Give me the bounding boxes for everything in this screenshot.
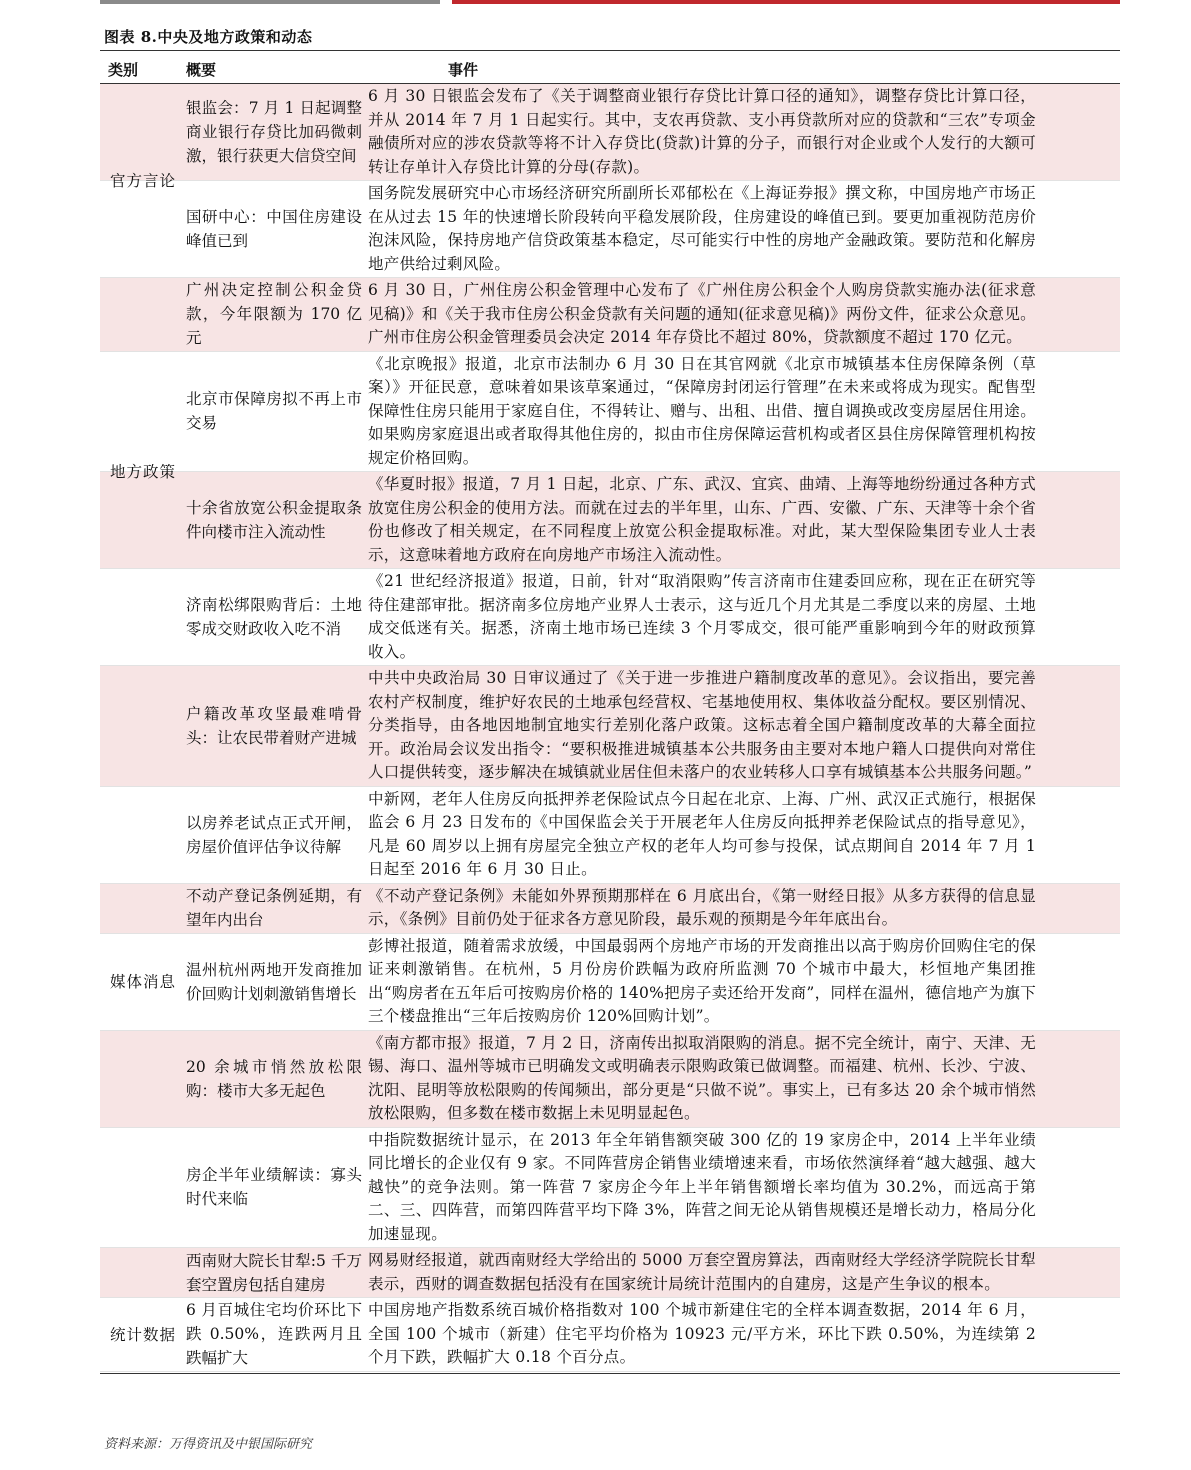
event-cell: 《华夏时报》报道，7 月 1 日起，北京、广东、武汉、宜宾、曲靖、上海等地纷纷通过各种方式放宽住房公积金的使用方法。而就在过去的半年里，山东、广西、安徽、广东、天津等十余个省份也修改了相关规定，在不同程度上放宽公积金提取标准。对此，某大型保险集团专业人士表示，这意味着地方政府在向房地产市场注入流动性。 [368, 475, 1037, 564]
summary-cell [100, 1128, 364, 1248]
event-cell: 《南方都市报》报道，7 月 2 日，济南传出拟取消限购的消息。据不完全统计，南宁、天津、无锡、海口、温州等城市已明确发文或明确表示限购政策已做调整。而福建、杭州、长沙、宁波、沈阳、昆明等放松限购的传闻频出，部分更是“只做不说”。事实上，已有多达 20 余个城市悄然放松限购，但多数在楼市数据上未见明显起色。 [368, 1033, 1037, 1122]
header-summary: 概要 [186, 61, 217, 79]
header-event: 事件 [448, 61, 479, 79]
summary-cell [100, 278, 364, 351]
summary-text: 十余省放宽公积金提取条件向楼市注入流动性 [186, 499, 362, 541]
category-label: 媒体消息 [109, 973, 176, 991]
category-label: 地方政策 [109, 463, 176, 481]
table-row [100, 472, 1120, 569]
table-row [100, 884, 1120, 934]
summary-text: 20 余城市悄然放松限购：楼市大多无起色 [186, 1057, 362, 1100]
table-row [100, 84, 1120, 181]
summary-cell [100, 1031, 364, 1127]
figure-title: 图表 8.中央及地方政策和动态 [104, 28, 313, 46]
event-cell: 《21 世纪经济报道》报道，日前，针对“取消限购”传言济南市住建委回应称，现在正在研究等待住建部审批。据济南多位房地产业界人士表示，这与近几个月尤其是二季度以来的房屋、土地成交低迷有关。据悉，济南土地市场已连续 3 个月零成交，很可能严重影响到今年的财政预算收入。 [368, 572, 1036, 661]
table-row [100, 569, 1120, 666]
event-cell: 《北京晚报》报道，北京市法制办 6 月 30 日在其官网就《北京市城镇基本住房保障条例（草案）》开征民意，意味着如果该草案通过，“保障房封闭运行管理”在未来或将成为现实。配售型保障性住房只能用于家庭自住，不得转让、赠与、出租、出借、擅自调换或改变房屋居住用途。如果购房家庭退出或者取得其他住房的，拟由市住房保障运营机构或者区县住房保障管理机构按规定价格回购。 [368, 354, 1036, 467]
table-body [100, 84, 1120, 1372]
table-row [100, 787, 1120, 884]
top-bar-red [452, 0, 1120, 4]
header-category: 类别 [108, 61, 139, 79]
summary-cell [100, 569, 364, 665]
summary-text: 不动产登记条例延期，有望年内出台 [186, 887, 362, 929]
table-row [100, 1298, 1120, 1372]
bottom-rule [100, 1373, 1120, 1374]
table-row [100, 666, 1120, 787]
summary-text: 温州杭州两地开发商推加价回购计划刺激销售增长 [186, 960, 362, 1003]
event-cell: 6 月 30 日，广州住房公积金管理中心发布了《广州住房公积金个人购房贷款实施办法(征求意见稿)》和《关于我市住房公积金贷款有关问题的通知(征求意见稿)》两份文件，征求公众意见。广州市住房公积金管理委员会决定 2014 年存贷比不超过 80%，贷款额度不超过 170 亿元。 [368, 281, 1036, 346]
summary-cell [100, 884, 364, 933]
summary-text: 济南松绑限购背后：土地零成交财政收入吃不消 [186, 596, 362, 638]
summary-cell [100, 472, 364, 568]
category-label: 官方言论 [109, 172, 176, 190]
event-cell: 6 月 30 日银监会发布了《关于调整商业银行存贷比计算口径的通知》，调整存贷比计算口径，并从 2014 年 7 月 1 日起实行。其中，支农再贷款、支小再贷款所对应的贷款和“三农”专项金融债所对应的涉农贷款等将不计入存贷比(贷款)计算的分子，而银行对企业或个人发行的大额可转让存单计入存贷比计算的分母(存款)。 [368, 87, 1036, 176]
summary-cell [100, 1248, 364, 1297]
table-row [100, 1031, 1120, 1128]
summary-text: 以房养老试点正式开闸，房屋价值评估争议待解 [186, 813, 362, 856]
summary-cell [100, 666, 364, 786]
source-note: 资料来源：万得资讯及中银国际研究 [104, 1437, 313, 1452]
event-cell: 彭博社报道，随着需求放缓，中国最弱两个房地产市场的开发商推出以高于购房价回购住宅的保证来刺激销售。在杭州，5 月份房价跌幅为政府所监测 70 个城市中最大，杉恒地产集团推出“购房者在五年后可按购房价格的 140%把房子卖还给开发商”，同样在温州，德信地产为旗下三个楼盘推出“三年后按购房价 120%回购计划”。 [368, 936, 1036, 1025]
category-label: 统计数据 [109, 1326, 176, 1344]
summary-text: 国研中心：中国住房建设峰值已到 [186, 208, 362, 250]
summary-cell [100, 84, 364, 180]
table-row [100, 278, 1120, 352]
summary-cell [100, 352, 364, 472]
title-rule [100, 50, 1120, 51]
table-row [100, 352, 1120, 473]
summary-text: 户籍改革攻坚最难啃骨头：让农民带着财产进城 [186, 704, 362, 747]
table-row [100, 181, 1120, 278]
event-cell: 网易财经报道，就西南财经大学给出的 5000 万套空置房算法，西南财经大学经济学院院长甘犁表示，西财的调查数据包括没有在国家统计局统计范围内的自建房，这是产生争议的根本。 [368, 1251, 1036, 1293]
summary-text: 广州决定控制公积金贷款，今年限额为 170 亿元 [186, 281, 362, 348]
summary-cell [100, 181, 364, 277]
table-row [100, 934, 1120, 1031]
event-cell: 国务院发展研究中心市场经济研究所副所长邓郁松在《上海证券报》撰文称，中国房地产市场正在从过去 15 年的快速增长阶段转向平稳发展阶段，住房建设的峰值已到。要更加重视防范房价泡沫风险，保持房地产信贷政策基本稳定，尽可能实行中性的房地产金融政策。要防范和化解房地产供给过剩风险。 [368, 184, 1036, 273]
policy-table [100, 57, 1120, 1372]
summary-text: 银监会：7 月 1 日起调整商业银行存贷比加码微刺激，银行获更大信贷空间 [186, 99, 362, 165]
event-cell: 《不动产登记条例》未能如外界预期那样在 6 月底出台，《第一财经日报》从多方获得的信息显示，《条例》目前仍处于征求各方意见阶段，最乐观的预期是今年年底出台。 [368, 886, 1036, 928]
top-bar-gray [100, 0, 440, 4]
table-row [100, 1248, 1120, 1298]
summary-text: 北京市保障房拟不再上市交易 [186, 390, 362, 433]
summary-text: 房企半年业绩解读：寡头时代来临 [186, 1166, 362, 1209]
summary-cell [100, 787, 364, 883]
summary-text: 西南财大院长甘犁:5 千万套空置房包括自建房 [186, 1251, 362, 1294]
summary-text: 6 月百城住宅均价环比下跌 0.50%，连跌两月且跌幅扩大 [186, 1301, 362, 1368]
event-cell: 中指院数据统计显示，在 2013 年全年销售额突破 300 亿的 19 家房企中，2014 上半年业绩同比增长的企业仅有 9 家。不同阵营房企销售业绩增速来看，市场依然演绎着“越大越强、越大越快”的竞争法则。第一阵营 7 家房企今年上半年销售额增长率均值为 30.2%，而远高于第二、三、四阵营，而第四阵营平均下降 3%，阵营之间无论从销售规模还是增长动力，格局分化加速显现。 [368, 1130, 1036, 1243]
event-cell: 中新网，老年人住房反向抵押养老保险试点今日起在北京、上海、广州、武汉正式施行，根据保监会 6 月 23 日发布的《中国保监会关于开展老年人住房反向抵押养老保险试点的指导意见》，凡是 60 周岁以上拥有房屋完全独立产权的老年人均可参与投保，试点期间自 2014 年 7 月 1 日起至 2016 年 6 月 30 日止。 [368, 789, 1036, 878]
event-cell: 中共中央政治局 30 日审议通过了《关于进一步推进户籍制度改革的意见》。会议指出，要完善农村产权制度，维护好农民的土地承包经营权、宅基地使用权、集体收益分配权。要区别情况、分类指导，由各地因地制宜地实行差别化落户政策。这标志着全国户籍制度改革的大幕全面拉开。政治局会议发出指令：“要积极推进城镇基本公共服务由主要对本地户籍人口提供向对常住人口提供转变，逐步解决在城镇就业居住但未落户的农业转移人口享有城镇基本公共服务问题。” [368, 669, 1036, 781]
event-cell: 中国房地产指数系统百城价格指数对 100 个城市新建住宅的全样本调查数据，2014 年 6 月，全国 100 个城市（新建）住宅平均价格为 10923 元/平方米，环比下跌 0.50%，为连续第 2 个月下跌，跌幅扩大 0.18 个百分点。 [368, 1301, 1036, 1366]
table-row [100, 1128, 1120, 1249]
table-header [100, 57, 1120, 84]
